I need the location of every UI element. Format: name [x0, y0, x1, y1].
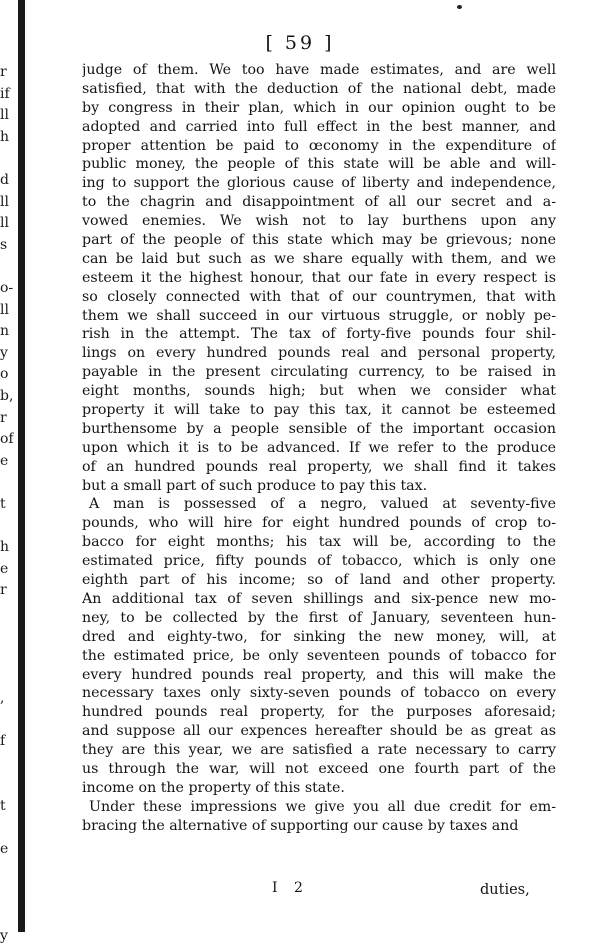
gutter-letter [0, 148, 14, 170]
text-line: upon which it is to be advanced. If we refer to the produce [82, 439, 556, 456]
gutter-letter [0, 753, 14, 775]
text-line: lings on every hundred pounds real and personal property, [82, 345, 556, 362]
gutter-letter: n [0, 323, 10, 340]
gutter-letter: e [0, 452, 9, 469]
text-line: judge of them. We too have made estimates, and are well [82, 62, 556, 78]
text-line: them we shall succeed in our virtuous struggle, or nobly pe- [82, 307, 556, 324]
text-line: rish in the attempt. The tax of forty-five pounds four shil- [82, 326, 556, 343]
gutter-letter [0, 710, 14, 732]
body-text [82, 61, 556, 836]
gutter-letter: r [0, 409, 7, 426]
text-line: estimated price, fifty pounds of tobacco, which is only one [82, 553, 556, 570]
gutter-letter: e [0, 841, 9, 858]
gutter-letter: of [0, 431, 14, 448]
text-line: An additional tax of seven shillings and six-pence new mo- [82, 590, 556, 607]
adjacent-page-edge [18, 0, 25, 932]
gutter-letter: b, [0, 387, 14, 404]
gutter-letter: o [0, 366, 9, 383]
text-line: every hundred pounds real property, and this will make the [82, 666, 556, 683]
catchword: duties, [480, 882, 530, 898]
text-line: necessary taxes only sixty-seven pounds of tobacco on every [82, 685, 556, 702]
text-line: pounds, who will hire for eight hundred pounds of crop to- [82, 515, 556, 532]
text-line: burthensome by a people sensible of the important occasion [82, 420, 556, 437]
gutter-letter: t [0, 495, 6, 512]
text-line: but a small part of such produce to pay this tax. [82, 477, 428, 494]
text-line: A man is possessed of a negro, valued at seventy-five [89, 496, 556, 513]
text-line: they are this year, we are satisfied a rate necessary to carry [82, 742, 556, 759]
paragraph [82, 61, 556, 495]
text-line: dred and eighty-two, for sinking the new money, will, at [82, 628, 556, 645]
text-line: hundred pounds real property, for the purposes aforesaid; [82, 704, 556, 721]
text-line: part of the people of this state which may be grievous; none [82, 232, 556, 249]
adjacent-page-gutter-text [0, 62, 14, 947]
gutter-letter: ll [0, 215, 9, 232]
gutter-letter: , [0, 690, 5, 707]
gutter-letter: e [0, 560, 9, 577]
gutter-letter [0, 602, 14, 624]
paragraph [82, 495, 556, 797]
text-line: public money, the people of this state will be able and will- [82, 156, 556, 173]
gutter-letter: t [0, 798, 6, 815]
text-line: us through the war, will not exceed one fourth part of the [82, 760, 556, 777]
text-line: property it will take to pay this tax, it cannot be esteemed [82, 402, 556, 419]
text-line: bracing the alternative of supporting our cause by taxes and [82, 817, 519, 834]
gutter-letter [0, 818, 14, 840]
gutter-letter [0, 904, 14, 926]
text-line: adopted and carried into full effect in the best manner, and [82, 118, 556, 135]
gutter-letter [0, 256, 14, 278]
text-line: proper attention be paid to œconomy in the expenditure of [82, 137, 556, 154]
signature-mark: I 2 [272, 880, 309, 896]
gutter-letter: h [0, 539, 10, 556]
text-line: eighth part of his income; so of land and other property. [82, 572, 556, 589]
text-line: income on the property of this state. [82, 779, 345, 796]
gutter-letter [0, 883, 14, 905]
gutter-letter [0, 861, 14, 883]
gutter-letter: if [0, 85, 10, 102]
gutter-letter: d [0, 171, 9, 188]
text-line: esteem it the highest honour, that our fate in every respect is [82, 269, 556, 286]
gutter-letter [0, 623, 14, 645]
text-line: Under these impressions we give you all due credit for em- [89, 798, 556, 815]
gutter-letter [0, 515, 14, 537]
gutter-letter: o- [0, 279, 14, 296]
text-line: the estimated price, be only seventeen pounds of tobacco for [82, 647, 556, 664]
gutter-letter: r [0, 582, 7, 599]
text-line: ing to support the glorious cause of liberty and independence, [82, 175, 556, 192]
gutter-letter: f [0, 733, 6, 750]
text-line: to the chagrin and disappointment of all our secret and a- [82, 194, 556, 211]
text-line: so closely connected with that of our countrymen, that with [82, 288, 556, 305]
gutter-letter [0, 645, 14, 667]
gutter-letter: y [0, 344, 8, 361]
gutter-letter [0, 472, 14, 494]
gutter-letter: s [0, 236, 8, 253]
ink-speck [457, 5, 462, 9]
text-line: and suppose all our expences hereafter should be as great as [82, 723, 556, 740]
text-line: by congress in their plan, which in our opinion ought to be [82, 99, 556, 116]
gutter-letter [0, 775, 14, 797]
gutter-letter: ll [0, 193, 9, 210]
text-line: ney, to be collected by the first of January, seventeen hun- [82, 609, 556, 626]
gutter-letter: ll [0, 301, 9, 318]
gutter-letter: h [0, 128, 10, 145]
text-line: of an hundred pounds real property, we shall find it takes [82, 458, 556, 475]
text-line: vowed enemies. We wish not to lay burthens upon any [82, 213, 556, 230]
page-number: [ 59 ] [265, 32, 335, 54]
gutter-letter [0, 667, 14, 689]
text-line: satisfied, that with the deduction of the national debt, made [82, 80, 556, 97]
gutter-letter: r [0, 64, 7, 80]
text-line: eight months, sounds high; but when we consider what [82, 383, 556, 400]
paragraph [82, 798, 556, 836]
text-line: payable in the present circulating currency, to be raised in [82, 364, 556, 381]
gutter-letter: y [0, 927, 8, 944]
text-line: can be laid but such as we share equally with them, and we [82, 250, 556, 267]
gutter-letter: ll [0, 107, 9, 124]
text-line: bacco for eight months; his tax will be, according to the [82, 534, 556, 551]
